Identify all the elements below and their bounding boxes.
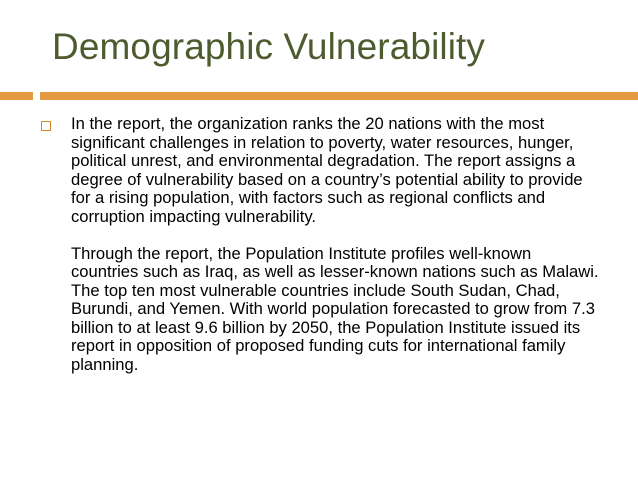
square-bullet-icon (41, 121, 51, 131)
title-divider-left (0, 92, 33, 100)
slide-title: Demographic Vulnerability (52, 26, 486, 67)
title-divider-right (40, 92, 638, 100)
bullet-text (71, 115, 601, 374)
bullet-paragraph-1: In the report, the organization ranks the 20 nations with the most significant challenges in relation to poverty, water resources, hunger, political unrest, and environmental degradation. The report assigns a degree of vulnerability based on a country’s potential ability to provide for a rising population, with factors such as regional conflicts and corruption impacting vulnerability. (71, 114, 583, 226)
bullet-paragraph-2: Through the report, the Population Institute profiles well-known countries such as Iraq, as well as lesser-known nations such as Malawi. The top ten most vulnerable countries include South Sudan, Chad, Burundi, and Yemen. With world population forecasted to grow from 7.3 billion to at least 9.6 billion by 2050, the Population Institute issued its report in opposition of proposed funding cuts for international family planning. (71, 243, 599, 374)
